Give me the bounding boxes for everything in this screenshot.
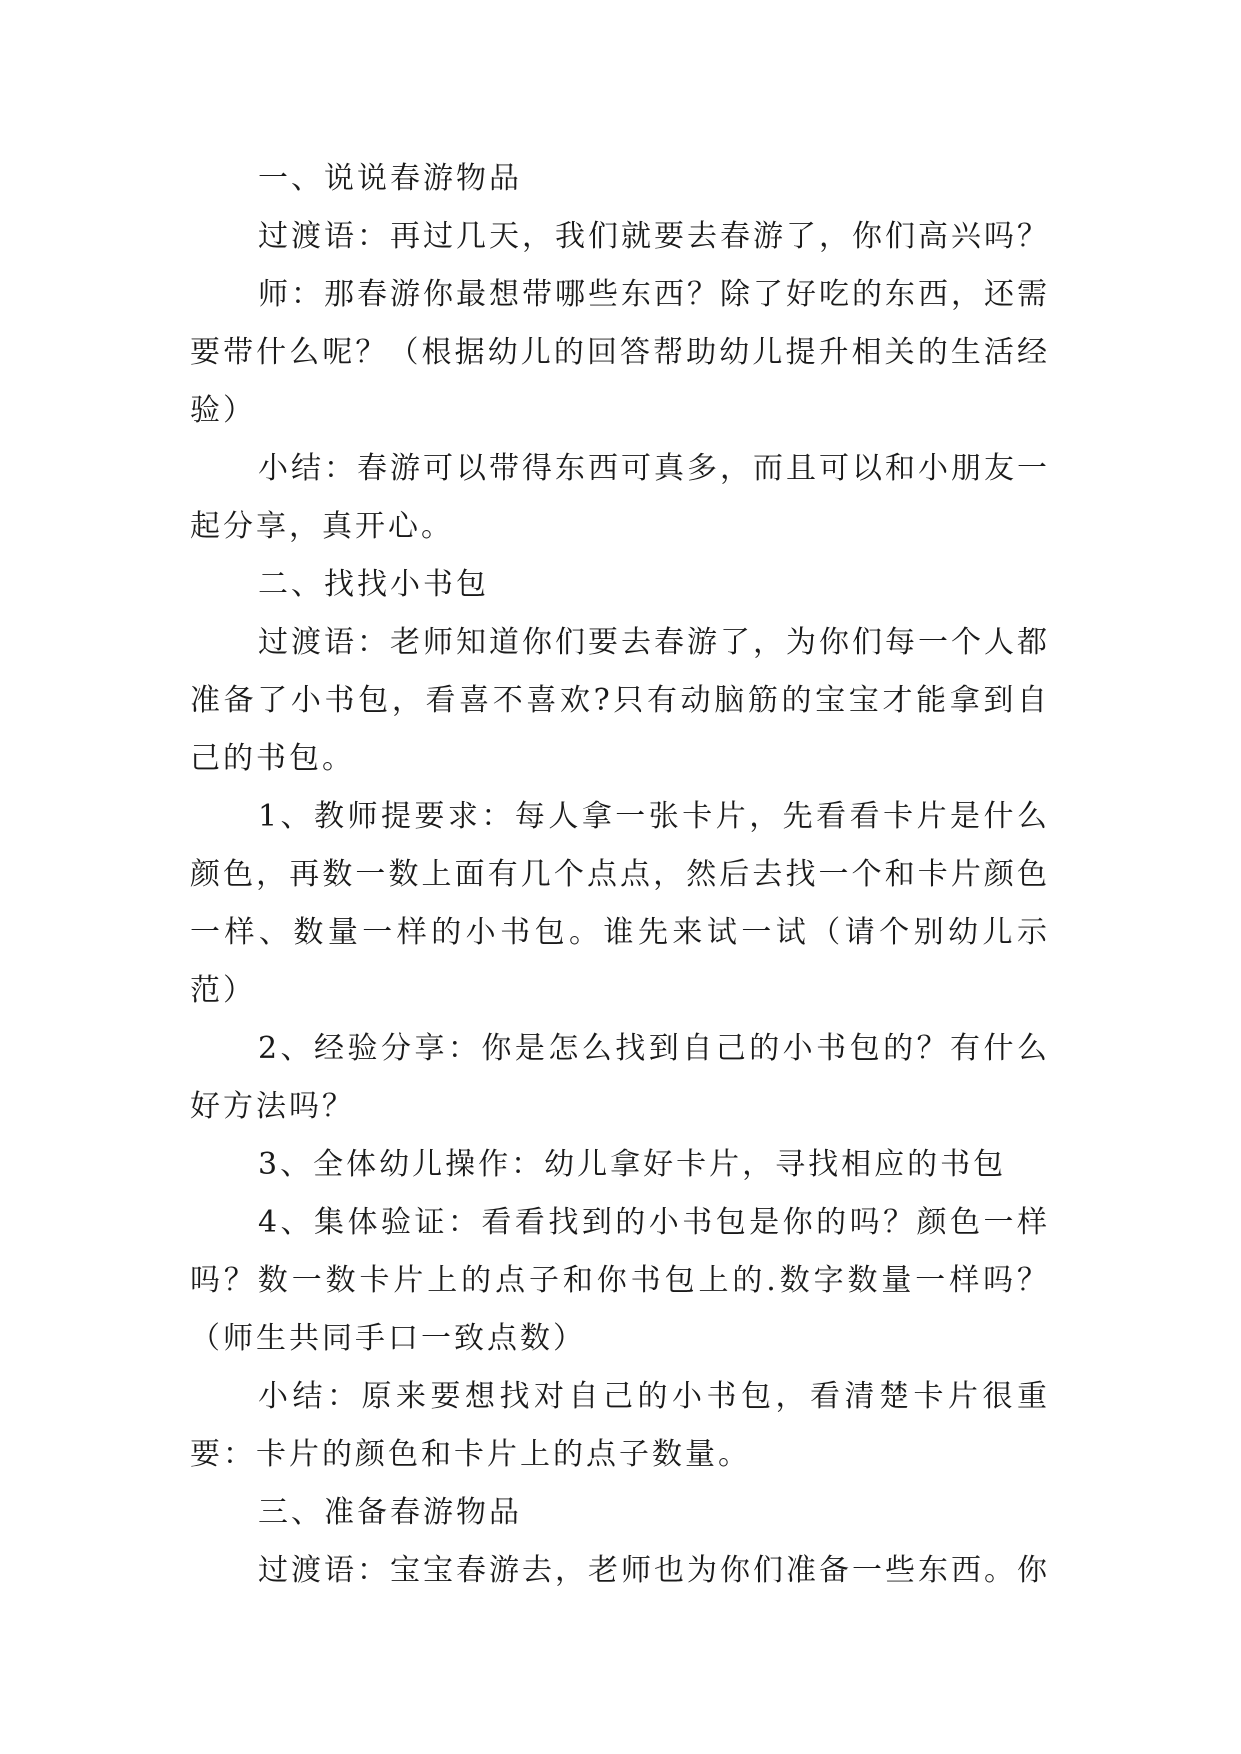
paragraph: 师：那春游你最想带哪些东西？除了好吃的东西，还需要带什么呢？（根据幼儿的回答帮助幼儿提升相关的生活经验） — [190, 277, 1050, 428]
list-item: 2、经验分享：你是怎么找到自己的小书包的？有什么好方法吗？ — [190, 1031, 1050, 1124]
paragraph: 过渡语：再过几天，我们就要去春游了，你们高兴吗？ — [258, 219, 1050, 254]
section-heading: 一、说说春游物品 — [258, 161, 522, 196]
list-item: 4、集体验证：看看找到的小书包是你的吗？颜色一样吗？数一数卡片上的点子和你书包上的.数字数量一样吗？（师生共同手口一致点数） — [190, 1205, 1050, 1356]
paragraph: 过渡语：老师知道你们要去春游了，为你们每一个人都准备了小书包，看喜不喜欢?只有动脑筋的宝宝才能拿到自己的书包。 — [190, 625, 1050, 776]
list-item: 1、教师提要求：每人拿一张卡片，先看看卡片是什么颜色，再数一数上面有几个点点，然后去找一个和卡片颜色一样、数量一样的小书包。谁先来试一试（请个别幼儿示范） — [190, 799, 1050, 1008]
section-heading: 二、找找小书包 — [258, 567, 489, 602]
document-body — [190, 150, 1050, 1600]
list-item: 3、全体幼儿操作：幼儿拿好卡片，寻找相应的书包 — [258, 1147, 1007, 1182]
paragraph: 小结：原来要想找对自己的小书包，看清楚卡片很重要：卡片的颜色和卡片上的点子数量。 — [190, 1379, 1050, 1472]
section-heading: 三、准备春游物品 — [258, 1495, 522, 1530]
paragraph: 小结：春游可以带得东西可真多，而且可以和小朋友一起分享，真开心。 — [190, 451, 1050, 544]
paragraph: 过渡语：宝宝春游去，老师也为你们准备一些东西。你 — [258, 1553, 1050, 1588]
